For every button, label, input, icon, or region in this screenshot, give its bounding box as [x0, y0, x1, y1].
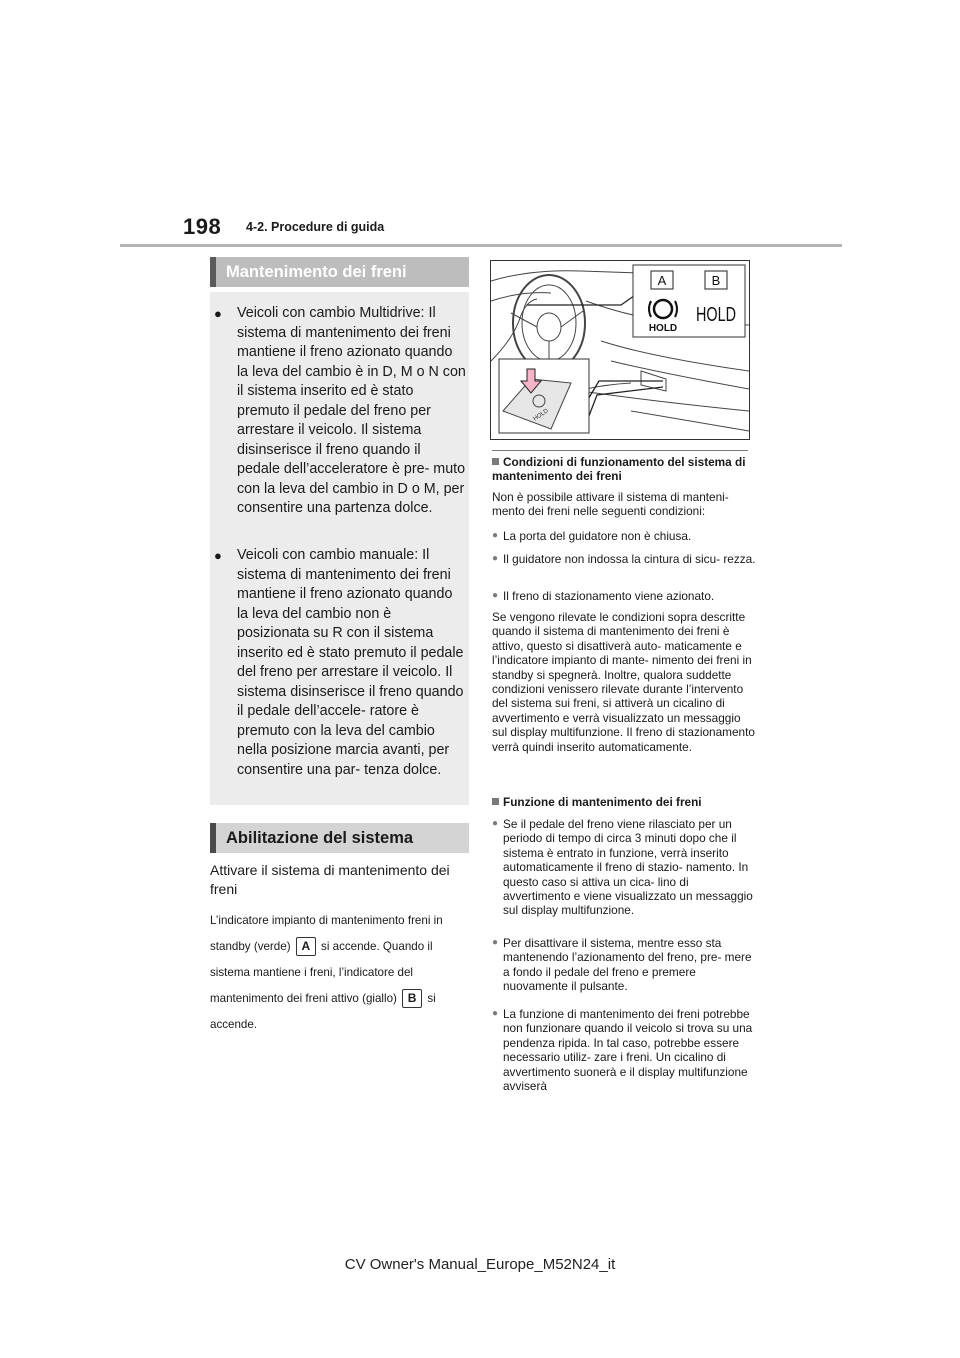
square-bullet-icon — [492, 458, 499, 465]
square-bullet-icon — [492, 798, 499, 805]
list-item — [492, 817, 756, 918]
bullet-manuale-text: Veicoli con cambio manuale: Il sistema di mantenimento dei freni mantiene il freno azionato quando la leva del cambio non è posizionata su R con il sistema inserito ed è stato premuto il pedale del freno per arrestare il veicolo. Il sistema disinserisce il freno quando il pedale dell’accele- ratore è premuto con la leva del cambio nella posizione marcia avanti, per consentire una par- tenza dolce. — [237, 547, 464, 778]
subsection-2-title — [492, 795, 756, 809]
footer-text: CV Owner's Manual_Europe_M52N24_it — [344, 1256, 616, 1273]
subsection-1-title — [492, 455, 756, 484]
hold-button-inset — [499, 359, 589, 433]
paragraph-attivare: Attivare il sistema di mantenimento dei freni — [210, 862, 450, 897]
inset-button-label: HOLD — [532, 408, 550, 423]
figure-label-b: B — [711, 273, 721, 288]
figure-label-a: A — [657, 273, 667, 288]
list-item — [492, 589, 756, 603]
list-item-text: Il guidatore non indossa la cintura di sicu- rezza. — [503, 552, 756, 566]
list-item — [492, 936, 756, 994]
bullet-icon: ● — [492, 1008, 499, 1019]
subsection-2-title-text: Funzione di mantenimento dei freni — [503, 795, 702, 809]
indicator-text-3: si accende. — [210, 992, 436, 1031]
key-b-badge: B — [402, 989, 422, 1008]
bullet-icon: ● — [492, 818, 499, 829]
subsection-1-body: Se vengono rilevate le condizioni sopra descritte quando il sistema di mantenimento dei freni è attivo, questo si disattiverà auto- maticamente e l’indicatore impianto di mante- nimento dei freni in standby si spegnerà. Inoltre, qualora suddette condizioni venissero rilevate durante l’intervento del sistema sui freni, si attiverà un cicalino di avvertimento e verrà visualizzato un messaggio sul display multifunzione. Il freno di stazionamento verrà quindi inserito automaticamente. — [492, 610, 755, 754]
bullet-multidrive — [214, 304, 466, 519]
list-item — [492, 552, 756, 566]
list-item-text: Per disattivare il sistema, mentre esso sta mantenendo l’azionamento del freno, pre- mere a fondo il pedale del freno e premere nuovamente il pulsante. — [503, 936, 752, 994]
header-divider — [120, 244, 842, 247]
list-item-text: Il freno di stazionamento viene azionato. — [503, 589, 715, 603]
bullet-icon: ● — [492, 553, 499, 564]
page-number: 198 — [183, 214, 222, 239]
list-item-text: Se il pedale del freno viene rilasciato per un periodo di tempo di circa 3 minuti dopo che il sistema è entrato in funzione, verrà inserito automaticamente il freno di stazio- namento. In questo caso si attiva un cica- lino di avvertimento e viene visualizzato un messaggio sul display multifunzione. — [503, 817, 753, 918]
indicator-text-1: L’indicatore impianto di mantenimento freni in standby (verde) — [210, 914, 443, 953]
key-a-badge: A — [296, 937, 316, 956]
list-item — [492, 1007, 756, 1093]
section-reference: 4-2. Procedure di guida — [246, 220, 385, 234]
bullet-icon: ● — [492, 530, 499, 541]
subsection-1-title-text: Condizioni di funzionamento del sistema di mantenimento dei freni — [492, 455, 746, 484]
bullet-icon: ● — [214, 306, 222, 321]
list-item — [492, 529, 756, 543]
paragraph-indicator — [210, 908, 475, 1038]
subsection-1-intro: Non è possibile attivare il sistema di manteni- mento dei freni nelle seguenti condizioni: — [492, 490, 729, 519]
indicator-a-text: HOLD — [648, 323, 678, 334]
bullet-icon: ● — [492, 937, 499, 948]
bullet-icon: ● — [492, 590, 499, 601]
indicator-text-2: si accende. Quando il sistema mantiene i freni, l’indicatore del mantenimento dei freni attivo (giallo) — [210, 940, 433, 1005]
figure-divider — [492, 450, 748, 451]
bullet-manuale — [214, 546, 466, 780]
car-interior-illustration — [491, 261, 749, 439]
hold-figure — [490, 260, 750, 440]
section-heading-abilitazione: Abilitazione del sistema — [210, 823, 469, 853]
indicator-b-text: HOLD — [696, 304, 736, 326]
list-item-text: La funzione di mantenimento dei freni potrebbe non funzionare quando il veicolo si trova su una pendenza ripida. In tal caso, potrebbe essere necessario utiliz- zare i freni. Un cicalino di avvertimento suonerà e il display multifunzione avviserà — [503, 1007, 753, 1094]
bullet-multidrive-text: Veicoli con cambio Multidrive: Il sistema di mantenimento dei freni mantiene il freno azionato quando la leva del cambio è in D, M o N con il sistema inserito ed è stato premuto il pedale del freno per arrestare il veicolo. Il sistema disinserisce il freno quando il pedale dell’acceleratore è pre- muto con la leva del cambio in D o M, per consentire una partenza dolce. — [237, 305, 466, 516]
list-item-text: La porta del guidatore non è chiusa. — [503, 529, 692, 543]
section-heading-mantenimento: Mantenimento dei freni — [210, 257, 469, 287]
bullet-icon: ● — [214, 548, 222, 563]
